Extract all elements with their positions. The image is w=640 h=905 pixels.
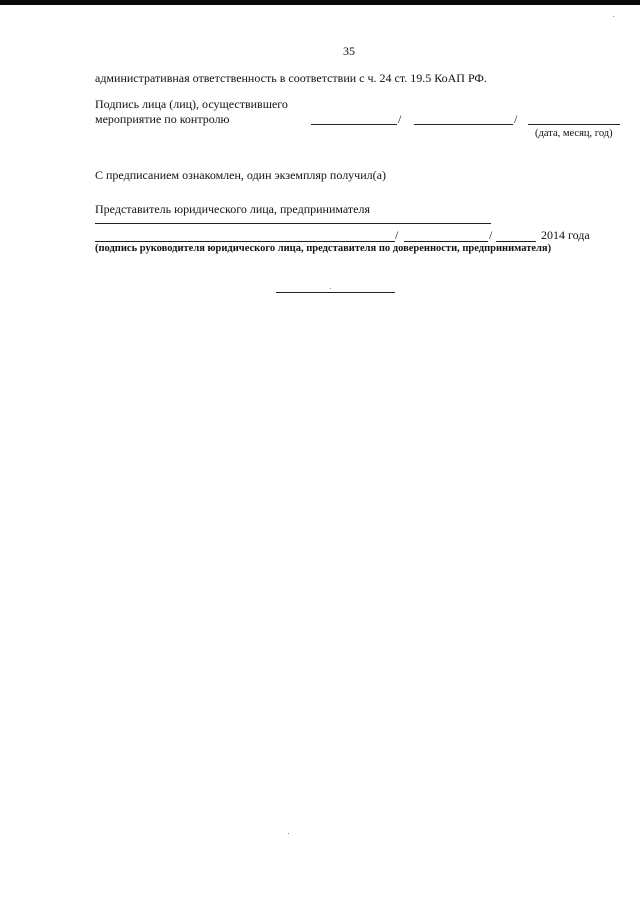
representative-date-line (496, 241, 536, 242)
signature-slash-2: / (514, 112, 518, 126)
scan-speck (613, 16, 614, 17)
page-number: 35 (343, 44, 355, 58)
date-caption: (дата, месяц, год) (535, 128, 613, 139)
closing-separator (276, 292, 395, 293)
signature-line-1 (311, 124, 397, 125)
scan-speck (330, 288, 331, 289)
scan-top-border (0, 0, 640, 5)
representative-caption: (подпись руководителя юридического лица, представителя по доверенности, предпринимателя) (95, 243, 552, 254)
signature-slash-1: / (398, 112, 402, 126)
scan-speck (288, 833, 289, 834)
signature-label-line1: Подпись лица (лиц), осуществившего (95, 97, 288, 111)
representative-signature-line (95, 241, 395, 242)
signature-line-2 (414, 124, 513, 125)
representative-label: Представитель юридического лица, предпринимателя (95, 202, 370, 216)
date-line (528, 124, 620, 125)
representative-slash-2: / (489, 228, 493, 242)
signature-label-line2: мероприятие по контролю (95, 112, 230, 126)
acknowledgement-text: С предписанием ознакомлен, один экземпляр получил(а) (95, 168, 386, 182)
representative-name-line (95, 223, 491, 224)
representative-slash-1: / (395, 228, 399, 242)
intro-text: административная ответственность в соответствии с ч. 24 ст. 19.5 КоАП РФ. (95, 71, 487, 85)
representative-name-short-line (404, 241, 488, 242)
representative-year: 2014 года (541, 228, 590, 242)
